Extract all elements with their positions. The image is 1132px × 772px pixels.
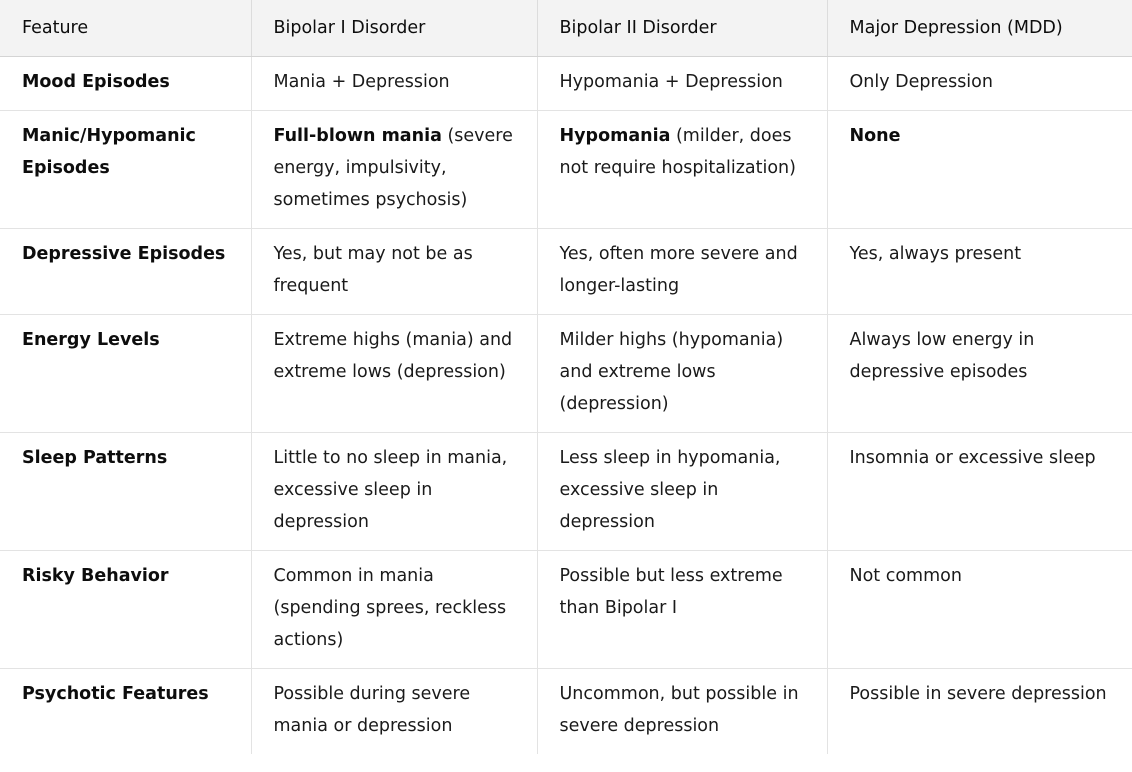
table-row bbox=[0, 669, 1132, 755]
table-row bbox=[0, 57, 1132, 111]
header-mdd: Major Depression (MDD) bbox=[827, 0, 1132, 57]
cell-text: Always low energy in depressive episodes bbox=[849, 330, 1035, 382]
table-row bbox=[0, 315, 1132, 433]
cell-text: Less sleep in hypomania, excessive sleep in depression bbox=[559, 448, 781, 532]
bipolar-1-cell bbox=[251, 57, 537, 111]
mdd-cell bbox=[827, 315, 1132, 433]
cell-text: Yes, often more severe and longer-lasting bbox=[559, 244, 798, 296]
cell-text: Insomnia or excessive sleep bbox=[849, 448, 1096, 468]
cell-bold: None bbox=[849, 126, 901, 146]
cell-text: Little to no sleep in mania, excessive sleep in depression bbox=[273, 448, 508, 532]
cell-text: Uncommon, but possible in severe depression bbox=[559, 684, 799, 736]
table-row bbox=[0, 433, 1132, 551]
bipolar-2-cell bbox=[537, 315, 827, 433]
mdd-cell bbox=[827, 111, 1132, 229]
cell-bold: Full-blown mania bbox=[273, 126, 442, 146]
bipolar-2-cell bbox=[537, 433, 827, 551]
feature-cell: Energy Levels bbox=[0, 315, 251, 433]
bipolar-1-cell bbox=[251, 551, 537, 669]
cell-text: Yes, always present bbox=[849, 244, 1022, 264]
mdd-cell bbox=[827, 57, 1132, 111]
bipolar-1-cell bbox=[251, 315, 537, 433]
bipolar-1-cell bbox=[251, 111, 537, 229]
mdd-cell bbox=[827, 433, 1132, 551]
bipolar-2-cell bbox=[537, 57, 827, 111]
cell-text: Hypomania + Depression bbox=[559, 72, 783, 92]
bipolar-1-cell bbox=[251, 229, 537, 315]
cell-text: Common in mania (spending sprees, reckless actions) bbox=[273, 566, 507, 650]
cell-text: Yes, but may not be as frequent bbox=[273, 244, 473, 296]
cell-text: Extreme highs (mania) and extreme lows (depression) bbox=[273, 330, 513, 382]
cell-text: Mania + Depression bbox=[273, 72, 450, 92]
cell-text: Possible in severe depression bbox=[849, 684, 1107, 704]
bipolar-2-cell bbox=[537, 229, 827, 315]
feature-cell: Mood Episodes bbox=[0, 57, 251, 111]
header-feature: Feature bbox=[0, 0, 251, 57]
feature-cell: Depressive Episodes bbox=[0, 229, 251, 315]
table-body bbox=[0, 57, 1132, 755]
bipolar-2-cell bbox=[537, 111, 827, 229]
bipolar-2-cell bbox=[537, 551, 827, 669]
feature-cell: Sleep Patterns bbox=[0, 433, 251, 551]
table-row bbox=[0, 229, 1132, 315]
feature-cell: Psychotic Features bbox=[22, 684, 209, 704]
header-bipolar-2: Bipolar II Disorder bbox=[537, 0, 827, 57]
feature-cell: Manic/Hypomanic Episodes bbox=[0, 111, 251, 229]
mdd-cell bbox=[827, 551, 1132, 669]
cell-text: Possible but less extreme than Bipolar I bbox=[559, 566, 783, 618]
header-bipolar-1: Bipolar I Disorder bbox=[251, 0, 537, 57]
cell-text: Milder highs (hypomania) and extreme lows (depression) bbox=[559, 330, 784, 414]
cell-text: Possible during severe mania or depression bbox=[273, 684, 471, 736]
table-row bbox=[0, 111, 1132, 229]
cell-bold: Hypomania bbox=[559, 126, 671, 146]
mdd-cell bbox=[827, 669, 1132, 755]
table-header bbox=[0, 0, 1132, 57]
mdd-cell bbox=[827, 229, 1132, 315]
cell-text: (severe energy, impulsivity, sometimes psychosis) bbox=[273, 126, 513, 210]
cell-text: Only Depression bbox=[849, 72, 993, 92]
cell-text: (milder, does not require hospitalization) bbox=[559, 126, 796, 178]
header-row bbox=[0, 0, 1132, 57]
bipolar-2-cell bbox=[537, 669, 827, 755]
table-row bbox=[0, 551, 1132, 669]
cell-text: Not common bbox=[849, 566, 962, 586]
bipolar-1-cell bbox=[251, 669, 537, 755]
feature-cell: Risky Behavior bbox=[0, 551, 251, 669]
bipolar-1-cell bbox=[251, 433, 537, 551]
